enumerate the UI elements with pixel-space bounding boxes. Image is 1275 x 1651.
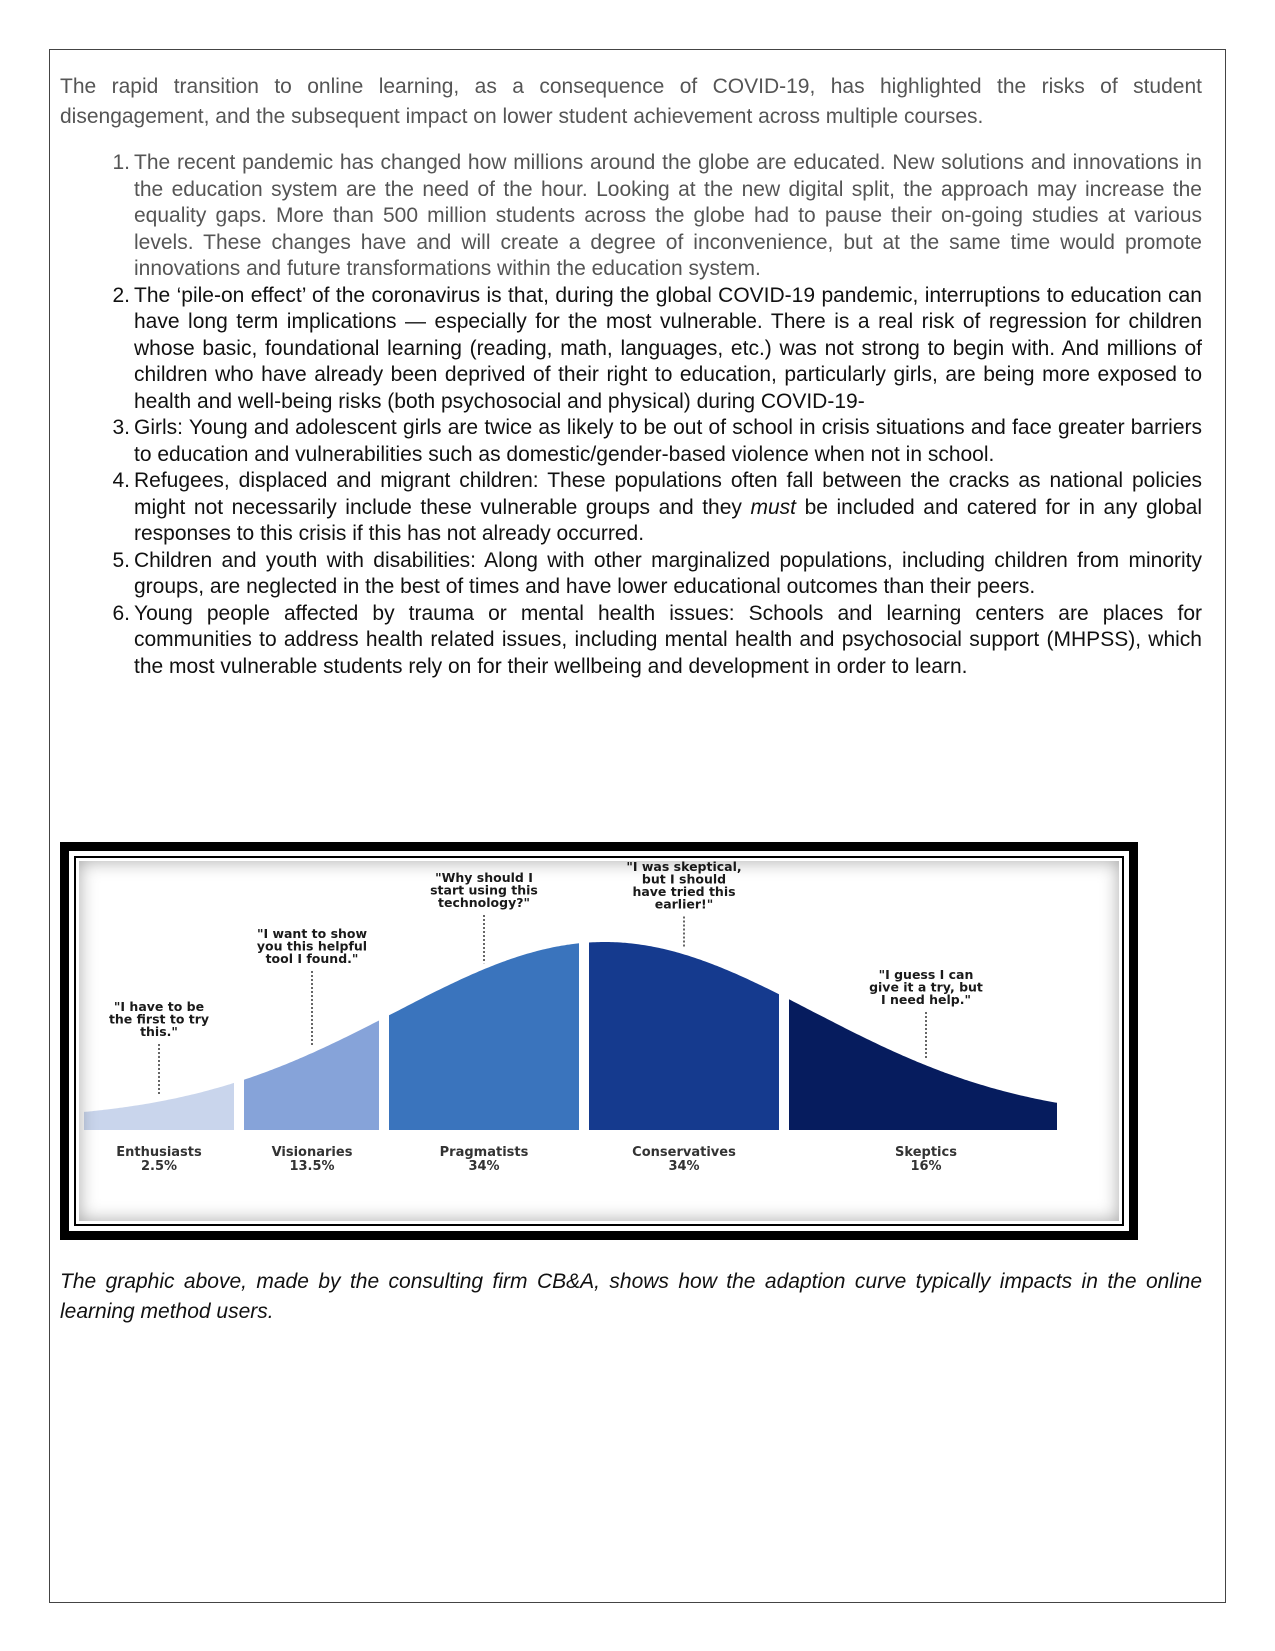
quote-line: "Why should I — [435, 870, 533, 885]
segment-name-label: Conservatives — [632, 1145, 736, 1160]
segment-name-label: Pragmatists — [439, 1145, 529, 1160]
list-number: 3 . — [96, 415, 130, 442]
list-item — [60, 548, 1202, 601]
quote-line: this." — [140, 1024, 178, 1039]
quote-line: the first to try — [108, 1011, 210, 1027]
list-number: 5 . — [96, 548, 130, 575]
segment-quote — [257, 926, 368, 1047]
list-number: 1 . — [96, 150, 130, 177]
quote-line: "I guess I can — [878, 967, 974, 982]
list-item — [60, 601, 1202, 681]
intro-paragraph: The rapid transition to online learning, as a consequence of COVID-19, has highlighted the risks of student disengagement, and the subsequent impact on lower student achievement across multiple courses. — [60, 75, 1202, 128]
points-list — [60, 150, 1202, 680]
list-number: 2 . — [96, 283, 130, 310]
list-text-before: Refugees, displaced and migrant children: These populations often fall between the cracks as national policies might not necessarily include these vulnerable groups and they — [134, 469, 1202, 519]
segment-name-label: Visionaries — [271, 1145, 353, 1160]
list-item — [60, 415, 1202, 468]
segment-percent-label: 16% — [910, 1159, 942, 1174]
list-text: The recent pandemic has changed how millions around the globe are educated. New solutions and innovations in the education system are the need of the hour. Looking at the new digital split, the approach may increase the equality gaps. More than 500 million students across the globe had to pause their on-going studies at various levels. These changes have and will create a degree of inconvenience, but at the same time would promote innovations and future transformations within the education system. — [134, 151, 1202, 280]
list-number: 6 . — [96, 601, 130, 628]
list-text: Young people affected by trauma or mental health issues: Schools and learning centers are places for communities to address health related issues, including mental health and psychosocial support (MHPSS), which the most vulnerable students rely on for their wellbeing and development in order to learn. — [134, 601, 1202, 678]
quote-line: "I have to be — [113, 999, 205, 1014]
segment-quote — [430, 870, 538, 963]
segment-quote — [109, 999, 209, 1096]
list-item — [60, 283, 1202, 416]
segment-percent-label: 34% — [668, 1159, 700, 1174]
curve-segment-pragmatists — [389, 943, 579, 1130]
quote-line: "I was skeptical, — [626, 859, 742, 874]
figure-caption: The graphic above, made by the consulting firm CB&A, shows how the adaption curve typically impacts in the online learning method users. — [60, 1270, 1202, 1323]
quote-line: technology?" — [438, 895, 530, 910]
segment-quote — [626, 859, 741, 948]
quote-line: tool I found." — [265, 951, 359, 966]
segment-name-label: Skeptics — [895, 1145, 957, 1160]
adoption-curve-figure — [60, 842, 1138, 1240]
segment-name-label: Enthusiasts — [116, 1145, 202, 1160]
list-number: 4 . — [96, 468, 130, 495]
list-text: Girls: Young and adolescent girls are twice as likely to be out of school in crisis situations and face greater barriers to education and vulnerabilities such as domestic/gender-based violence when not in school. — [134, 416, 1202, 466]
list-text-emphasis: must — [750, 495, 796, 519]
quote-line: give it a try, but — [869, 979, 983, 995]
figure-inner-frame — [69, 851, 1129, 1231]
quote-line: but I should — [641, 871, 727, 887]
quote-line: "I want to show — [256, 926, 368, 941]
quote-line: earlier!" — [654, 896, 714, 912]
segment-percent-label: 13.5% — [289, 1159, 335, 1174]
quote-line: start using this — [430, 882, 538, 898]
adoption-curve-graphic — [72, 854, 1126, 1228]
quote-line: have tried this — [632, 884, 736, 899]
curve-segment-conservatives — [589, 942, 779, 1130]
curve-segment-skeptics — [789, 999, 1057, 1130]
list-text: The ‘pile-on effect’ of the coronavirus is that, during the global COVID-19 pandemic, interruptions to education can have long term implications — especially for the most vulnerable. There is a real risk of regression for children whose basic, foundational learning (reading, math, languages, etc.) was not strong to begin with. And millions of children who have already been deprived of their right to education, particularly girls, are being more exposed to health and well-being risks (both psychosocial and physical) during COVID-19- — [134, 283, 1202, 413]
segment-percent-label: 2.5% — [140, 1159, 178, 1174]
quote-line: I need help." — [880, 992, 972, 1007]
segment-quote — [869, 967, 983, 1059]
segment-percent-label: 34% — [468, 1159, 500, 1174]
document-body — [60, 72, 1202, 680]
list-text-after: be included and catered for in any global responses to this crisis if this has not already occurred. — [134, 495, 1202, 545]
list-text: Children and youth with disabilities: Along with other marginalized populations, including children from minority groups, are neglected in the best of times and have lower educational outcomes than their peers. — [134, 548, 1202, 598]
list-item — [60, 150, 1202, 283]
quote-line: you this helpful — [256, 938, 368, 954]
list-item — [60, 468, 1202, 548]
